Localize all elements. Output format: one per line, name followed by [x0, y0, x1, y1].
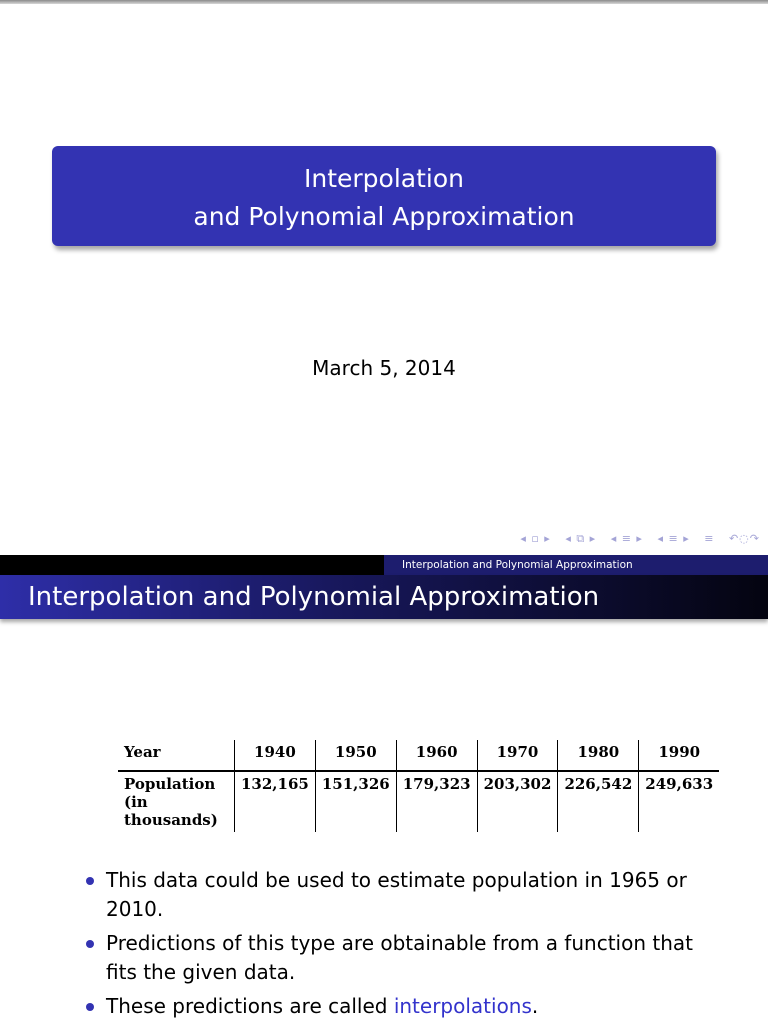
year-cell: 1960 [396, 740, 477, 771]
nav-section-icon[interactable]: ◂ ≡ ▸ [610, 532, 643, 545]
row-label-year: Year [118, 740, 235, 771]
title-line-2: and Polynomial Approximation [193, 202, 575, 231]
interpolations-term: interpolations [393, 994, 532, 1018]
nav-subsection-icon[interactable]: ◂ ⧉ ▸ [565, 532, 597, 545]
header-short-title[interactable]: Interpolation and Polynomial Approximation [384, 555, 768, 575]
population-cell: 179,323 [396, 771, 477, 832]
nav-align-icon[interactable]: ≡ [704, 532, 715, 545]
bullet-end: . [531, 994, 539, 1018]
bullet-item [84, 992, 704, 1021]
population-cell: 226,542 [558, 771, 639, 832]
population-cell: 132,165 [235, 771, 316, 832]
bullet-item [84, 929, 704, 987]
year-cell: 1980 [558, 740, 639, 771]
year-cell: 1990 [639, 740, 719, 771]
presentation-date: March 5, 2014 [312, 356, 456, 380]
year-cell: 1970 [477, 740, 558, 771]
population-table [118, 740, 719, 832]
population-cell: 151,326 [315, 771, 396, 832]
nav-search-icon[interactable]: ↶◌↷ [728, 532, 760, 545]
table-row [118, 740, 719, 771]
frame-title: Interpolation and Polynomial Approximation [0, 575, 768, 619]
units-label: (in thousands) [124, 793, 218, 829]
bullet-list [84, 866, 704, 1026]
top-border [0, 0, 768, 4]
beamer-navigation [510, 532, 760, 552]
population-cell: 203,302 [477, 771, 558, 832]
year-cell: 1940 [235, 740, 316, 771]
title-box [52, 146, 716, 246]
bullet-item [84, 866, 704, 924]
table-row [118, 771, 719, 832]
year-cell: 1950 [315, 740, 396, 771]
bullet-text: These predictions are called [106, 994, 394, 1018]
title-line-1: Interpolation [304, 164, 464, 193]
nav-document-icon[interactable]: ◂ ≡ ▸ [657, 532, 690, 545]
nav-frame-icon[interactable]: ◂ ▫ ▸ [520, 532, 551, 545]
bullet-text: Predictions of this type are obtainable from a function that fits the given data. [106, 931, 693, 984]
row-label-population [118, 771, 235, 832]
bullet-text: This data could be used to estimate population in 1965 or 2010. [106, 868, 687, 921]
population-cell: 249,633 [639, 771, 719, 832]
population-label: Population [124, 775, 216, 793]
